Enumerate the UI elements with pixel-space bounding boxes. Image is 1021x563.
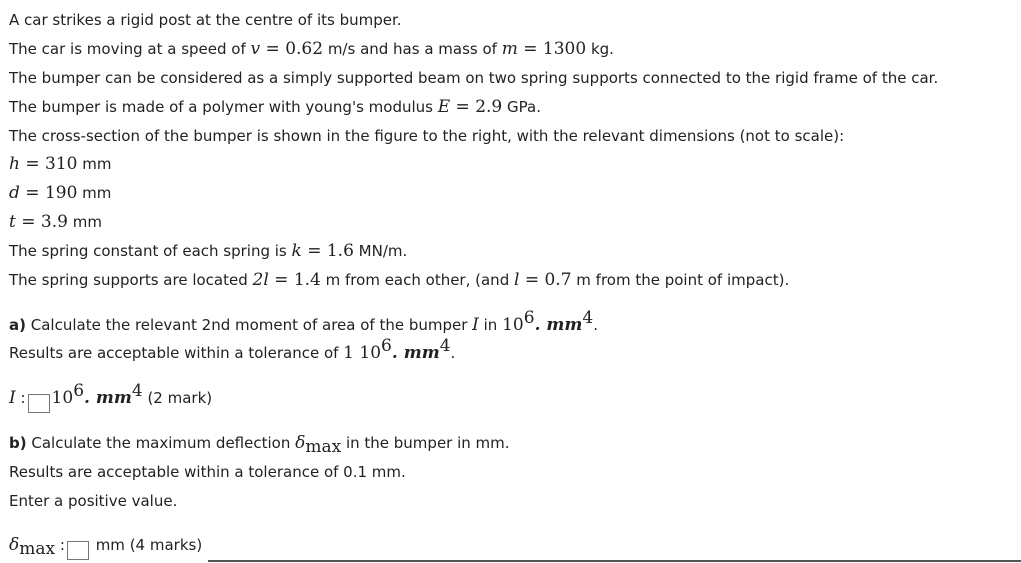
mass-symbol: m (501, 39, 518, 59)
answer-a-colon: : (15, 389, 26, 407)
part-b-tolerance-text: Results are acceptable within a tolerance of 0.1 mm. (9, 463, 406, 481)
spring-constant-label: The spring constant of each spring is (9, 242, 292, 260)
spacing-mid-text: m from each other, (and (320, 271, 514, 289)
t-value: = 3.9 (15, 212, 68, 232)
intro-text: A car strikes a rigid post at the centre of its bumper. (9, 11, 402, 29)
dimension-t (9, 212, 102, 232)
t-symbol: t (9, 212, 16, 232)
positive-value-note: Enter a positive value. (9, 492, 178, 510)
part-b-positive-note (9, 491, 177, 511)
dimension-d (9, 183, 111, 203)
answer-unit-exponent: 6 (73, 381, 85, 401)
answer-unit-mm: mm (95, 388, 132, 408)
unit-base: 10 (502, 315, 524, 335)
problem-intro (9, 10, 402, 30)
part-b-answer-row (9, 535, 202, 560)
h-value: = 310 (19, 154, 78, 174)
mass-label: m/s and has a mass of (323, 40, 502, 58)
beam-model-line (9, 68, 938, 88)
part-a-answer-row (9, 381, 213, 413)
part-a-tolerance-value: 1 (343, 343, 360, 363)
part-a-tolerance-text: Results are acceptable within a tolerance of (9, 344, 344, 362)
part-a-label: a) (9, 316, 26, 334)
spacing-end-text: m from the point of impact). (571, 271, 790, 289)
tol-unit-mm: mm (403, 343, 440, 363)
bottom-divider (208, 560, 1021, 562)
answer-delta-symbol: δ (9, 535, 20, 555)
h-symbol: h (9, 154, 20, 174)
unit-exponent: 6 (523, 308, 535, 328)
part-a-tolerance-period: . (450, 344, 456, 362)
part-b-marks: (4 marks) (124, 536, 203, 554)
l-value: = 0.7 (519, 270, 572, 290)
speed-label: The car is moving at a speed of (9, 40, 251, 58)
spacing-label: The spring supports are located (9, 271, 253, 289)
speed-symbol: v (250, 39, 261, 59)
d-value: = 190 (19, 183, 78, 203)
part-b-text: Calculate the maximum deflection (26, 434, 296, 452)
k-symbol: k (291, 241, 302, 261)
spring-spacing-line (9, 270, 789, 290)
part-b-question (9, 433, 510, 457)
tol-unit-dot: . (391, 343, 404, 363)
answer-b-colon: : (55, 536, 65, 554)
k-unit: MN/m. (353, 242, 408, 260)
h-unit: mm (77, 155, 112, 173)
speed-mass-line (9, 39, 614, 59)
delta-subscript: max (305, 437, 342, 457)
answer-unit-mm-exponent: 4 (131, 381, 143, 401)
part-b-text-end: in the bumper in mm. (341, 434, 510, 452)
unit-dot: . (534, 315, 547, 335)
answer-unit-dot: . (84, 388, 96, 408)
answer-I-symbol: I (9, 388, 16, 408)
cross-section-line (9, 126, 844, 146)
2l-symbol: 2l (252, 270, 269, 290)
mass-value: = 1300 (517, 39, 587, 59)
part-a-marks: (2 mark) (142, 389, 213, 407)
answer-delta-input[interactable] (67, 541, 89, 560)
k-value: = 1.6 (301, 241, 354, 261)
speed-value: = 0.62 (260, 39, 324, 59)
modulus-unit: GPa. (502, 98, 541, 116)
modulus-value: = 2.9 (450, 97, 503, 117)
part-a-in-text: in (478, 316, 503, 334)
delta-symbol: δ (295, 433, 306, 453)
modulus-line (9, 97, 541, 117)
answer-b-unit: mm (90, 536, 125, 554)
part-a-question (9, 308, 598, 335)
part-a-tolerance (9, 336, 456, 363)
tol-unit-base: 10 (359, 343, 382, 363)
modulus-symbol: E (437, 97, 451, 117)
spring-constant-line (9, 241, 407, 261)
tol-unit-mm-exponent: 4 (439, 336, 451, 356)
part-a-text: Calculate the relevant 2nd moment of area of the bumper (25, 316, 473, 334)
dimension-h (9, 154, 111, 174)
part-a-period: . (593, 316, 598, 334)
mass-unit: kg. (586, 40, 614, 58)
answer-I-input[interactable] (28, 394, 50, 413)
part-b-label: b) (9, 434, 27, 452)
cross-section-text: The cross-section of the bumper is shown in the figure to the right, with the relevant dimensions (not to scale): (9, 127, 845, 145)
unit-mm-exponent: 4 (582, 308, 594, 328)
answer-delta-subscript: max (19, 539, 56, 559)
part-b-tolerance (9, 462, 406, 482)
part-a-I-symbol: I (472, 315, 479, 335)
tol-unit-exponent: 6 (381, 336, 392, 356)
unit-mm: mm (546, 315, 583, 335)
t-unit: mm (67, 213, 102, 231)
modulus-label: The bumper is made of a polymer with young's modulus (9, 98, 438, 116)
answer-unit-base: 10 (51, 388, 74, 408)
d-unit: mm (77, 184, 112, 202)
beam-model-text: The bumper can be considered as a simply supported beam on two spring supports connected to the rigid frame of the car. (9, 69, 939, 87)
2l-value: = 1.4 (268, 270, 321, 290)
l-symbol: l (513, 270, 520, 290)
d-symbol: d (9, 183, 20, 203)
